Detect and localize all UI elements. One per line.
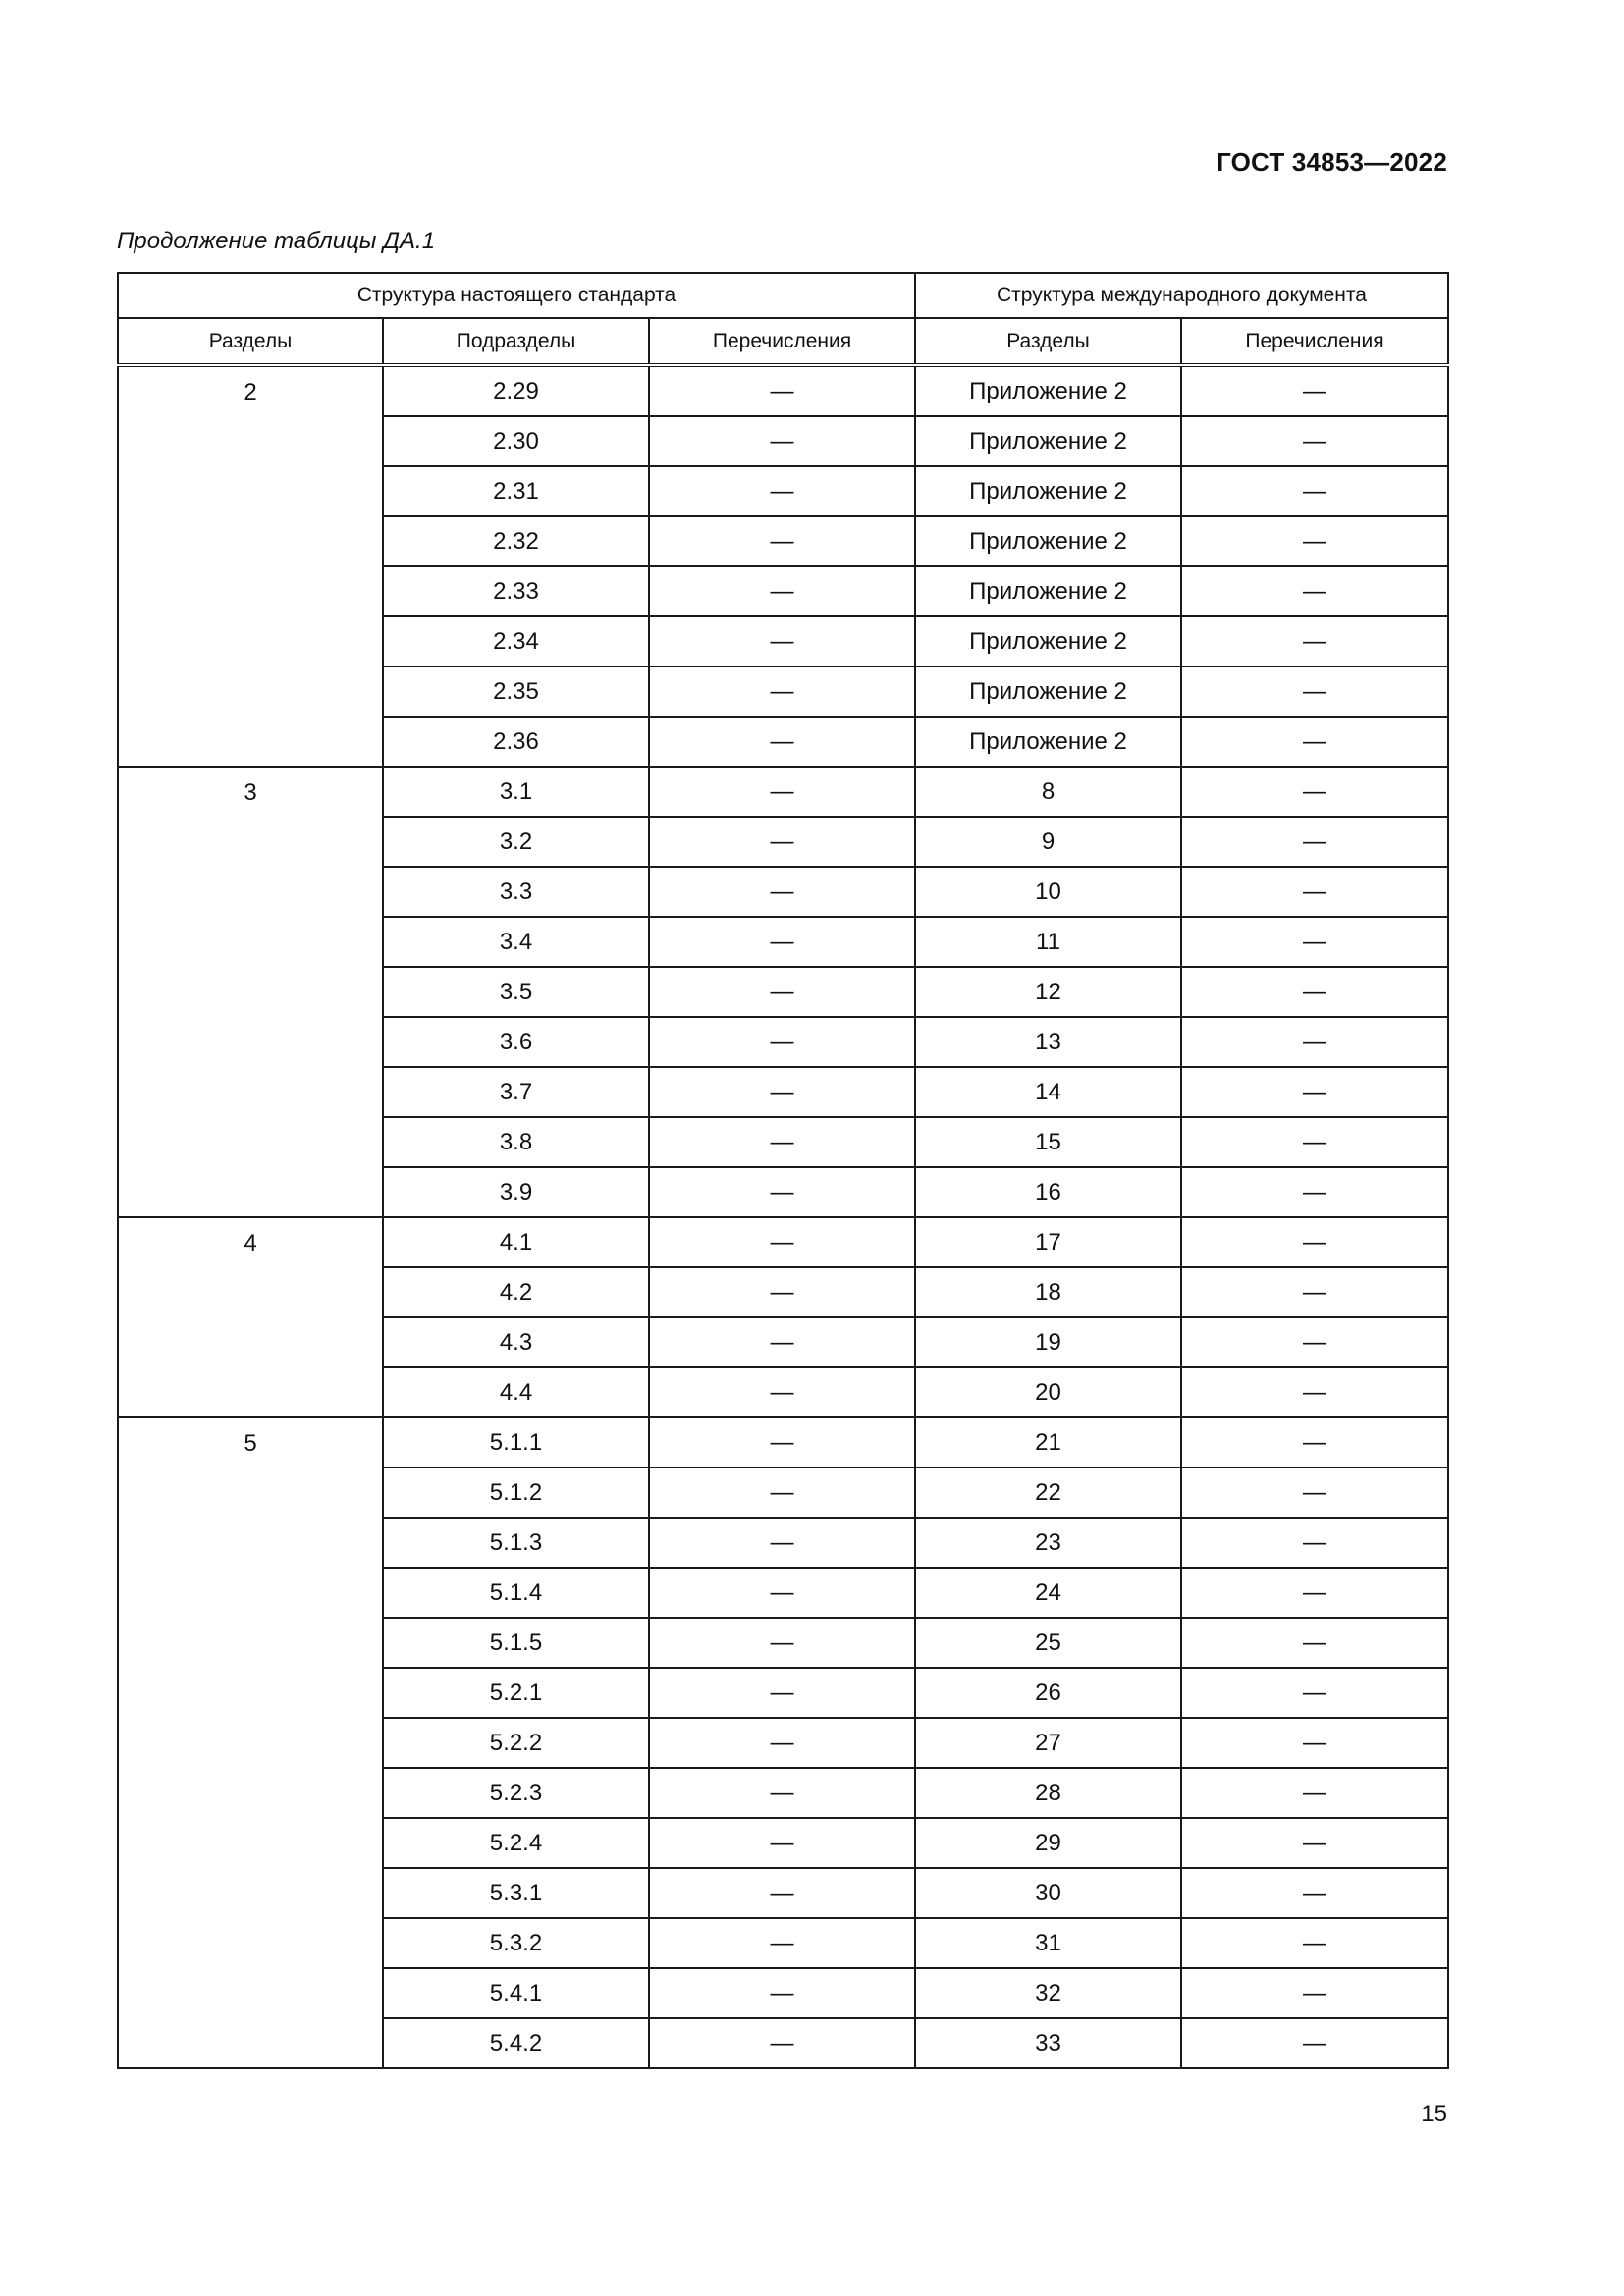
table-row xyxy=(118,1217,1448,1267)
table-row xyxy=(118,767,1448,817)
enumeration-cell: — xyxy=(649,1668,915,1718)
intl-enumeration-cell: — xyxy=(1181,1067,1448,1117)
document-code: ГОСТ 34853—2022 xyxy=(1217,147,1447,177)
intl-enumeration-cell: — xyxy=(1181,1968,1448,2018)
intl-enumeration-cell: — xyxy=(1181,1267,1448,1317)
intl-enumeration-cell: — xyxy=(1181,2018,1448,2068)
intl-enumeration-cell: — xyxy=(1181,767,1448,817)
enumeration-cell: — xyxy=(649,2018,915,2068)
intl-enumeration-cell: — xyxy=(1181,1718,1448,1768)
enumeration-cell: — xyxy=(649,1468,915,1518)
intl-enumeration-cell: — xyxy=(1181,1167,1448,1217)
enumeration-cell: — xyxy=(649,566,915,616)
intl-enumeration-cell: — xyxy=(1181,817,1448,867)
intl-section-cell: 28 xyxy=(915,1768,1181,1818)
intl-section-cell: Приложение 2 xyxy=(915,516,1181,566)
enumeration-cell: — xyxy=(649,717,915,767)
enumeration-cell: — xyxy=(649,365,915,416)
intl-section-cell: 33 xyxy=(915,2018,1181,2068)
intl-enumeration-cell: — xyxy=(1181,1468,1448,1518)
intl-enumeration-cell: — xyxy=(1181,1367,1448,1417)
intl-enumeration-cell: — xyxy=(1181,1317,1448,1367)
page-number: 15 xyxy=(1421,2101,1447,2127)
intl-enumeration-cell: — xyxy=(1181,967,1448,1017)
intl-section-cell: 15 xyxy=(915,1117,1181,1167)
enumeration-cell: — xyxy=(649,1117,915,1167)
subsection-cell: 2.31 xyxy=(383,466,649,516)
intl-enumeration-cell: — xyxy=(1181,1918,1448,1968)
subsection-cell: 3.4 xyxy=(383,917,649,967)
intl-section-cell: 22 xyxy=(915,1468,1181,1518)
subsection-cell: 4.2 xyxy=(383,1267,649,1317)
intl-enumeration-cell: — xyxy=(1181,516,1448,566)
enumeration-cell: — xyxy=(649,817,915,867)
subsection-cell: 3.3 xyxy=(383,867,649,917)
table-head xyxy=(118,273,1448,365)
intl-enumeration-cell: — xyxy=(1181,1417,1448,1468)
enumeration-cell: — xyxy=(649,1067,915,1117)
subsection-cell: 4.4 xyxy=(383,1367,649,1417)
intl-section-cell: 24 xyxy=(915,1568,1181,1618)
intl-section-cell: Приложение 2 xyxy=(915,466,1181,516)
intl-section-cell: 19 xyxy=(915,1317,1181,1367)
intl-enumeration-cell: — xyxy=(1181,365,1448,416)
intl-enumeration-cell: — xyxy=(1181,1868,1448,1918)
intl-section-cell: 9 xyxy=(915,817,1181,867)
subsection-cell: 3.2 xyxy=(383,817,649,867)
intl-section-cell: Приложение 2 xyxy=(915,667,1181,717)
enumeration-cell: — xyxy=(649,1918,915,1968)
column-header-subsections: Подразделы xyxy=(383,318,649,365)
intl-section-cell: Приложение 2 xyxy=(915,416,1181,466)
intl-section-cell: 30 xyxy=(915,1868,1181,1918)
intl-section-cell: 11 xyxy=(915,917,1181,967)
enumeration-cell: — xyxy=(649,667,915,717)
enumeration-cell: — xyxy=(649,1568,915,1618)
column-header-intl-sections: Разделы xyxy=(915,318,1181,365)
intl-section-cell: 25 xyxy=(915,1618,1181,1668)
group-header-international: Структура международного документа xyxy=(915,273,1448,318)
subsection-cell: 5.1.5 xyxy=(383,1618,649,1668)
subsection-cell: 5.3.2 xyxy=(383,1918,649,1968)
intl-enumeration-cell: — xyxy=(1181,917,1448,967)
subsection-cell: 3.9 xyxy=(383,1167,649,1217)
structure-mapping-table xyxy=(117,272,1449,2069)
intl-section-cell: 18 xyxy=(915,1267,1181,1317)
intl-section-cell: Приложение 2 xyxy=(915,717,1181,767)
intl-enumeration-cell: — xyxy=(1181,566,1448,616)
intl-section-cell: 13 xyxy=(915,1017,1181,1067)
subsection-cell: 5.1.2 xyxy=(383,1468,649,1518)
intl-enumeration-cell: — xyxy=(1181,1518,1448,1568)
enumeration-cell: — xyxy=(649,1868,915,1918)
enumeration-cell: — xyxy=(649,1518,915,1568)
intl-section-cell: 27 xyxy=(915,1718,1181,1768)
intl-section-cell: Приложение 2 xyxy=(915,566,1181,616)
subsection-cell: 2.36 xyxy=(383,717,649,767)
subsection-cell: 5.4.1 xyxy=(383,1968,649,2018)
table-row xyxy=(118,365,1448,416)
subsection-cell: 2.33 xyxy=(383,566,649,616)
subsection-cell: 5.2.2 xyxy=(383,1718,649,1768)
intl-section-cell: 20 xyxy=(915,1367,1181,1417)
intl-enumeration-cell: — xyxy=(1181,1017,1448,1067)
subsection-cell: 3.1 xyxy=(383,767,649,817)
intl-enumeration-cell: — xyxy=(1181,667,1448,717)
intl-enumeration-cell: — xyxy=(1181,1117,1448,1167)
enumeration-cell: — xyxy=(649,1217,915,1267)
intl-enumeration-cell: — xyxy=(1181,1618,1448,1668)
subsection-cell: 3.6 xyxy=(383,1017,649,1067)
enumeration-cell: — xyxy=(649,767,915,817)
subsection-cell: 2.34 xyxy=(383,616,649,667)
table-caption: Продолжение таблицы ДА.1 xyxy=(117,228,436,254)
intl-enumeration-cell: — xyxy=(1181,416,1448,466)
subsection-cell: 5.2.1 xyxy=(383,1668,649,1718)
enumeration-cell: — xyxy=(649,1618,915,1668)
subsection-cell: 4.3 xyxy=(383,1317,649,1367)
intl-section-cell: 16 xyxy=(915,1167,1181,1217)
intl-section-cell: 23 xyxy=(915,1518,1181,1568)
enumeration-cell: — xyxy=(649,1017,915,1067)
column-header-enumerations: Перечисления xyxy=(649,318,915,365)
intl-enumeration-cell: — xyxy=(1181,1568,1448,1618)
intl-section-cell: 32 xyxy=(915,1968,1181,2018)
intl-enumeration-cell: — xyxy=(1181,1818,1448,1868)
subsection-cell: 5.3.1 xyxy=(383,1868,649,1918)
intl-section-cell: 10 xyxy=(915,867,1181,917)
enumeration-cell: — xyxy=(649,967,915,1017)
column-header-intl-enumerations: Перечисления xyxy=(1181,318,1448,365)
intl-section-cell: Приложение 2 xyxy=(915,365,1181,416)
section-cell: 3 xyxy=(118,767,383,1217)
enumeration-cell: — xyxy=(649,516,915,566)
subsection-cell: 5.4.2 xyxy=(383,2018,649,2068)
subsection-cell: 2.29 xyxy=(383,365,649,416)
intl-section-cell: 21 xyxy=(915,1417,1181,1468)
enumeration-cell: — xyxy=(649,416,915,466)
intl-section-cell: 12 xyxy=(915,967,1181,1017)
table-row xyxy=(118,1417,1448,1468)
section-cell: 5 xyxy=(118,1417,383,2068)
intl-section-cell: Приложение 2 xyxy=(915,616,1181,667)
subsection-cell: 5.2.4 xyxy=(383,1818,649,1868)
intl-section-cell: 14 xyxy=(915,1067,1181,1117)
subsection-cell: 5.2.3 xyxy=(383,1768,649,1818)
column-header-row xyxy=(118,318,1448,365)
intl-enumeration-cell: — xyxy=(1181,1668,1448,1718)
enumeration-cell: — xyxy=(649,1417,915,1468)
intl-enumeration-cell: — xyxy=(1181,1768,1448,1818)
intl-enumeration-cell: — xyxy=(1181,466,1448,516)
subsection-cell: 3.7 xyxy=(383,1067,649,1117)
enumeration-cell: — xyxy=(649,1768,915,1818)
enumeration-cell: — xyxy=(649,1317,915,1367)
intl-enumeration-cell: — xyxy=(1181,1217,1448,1267)
enumeration-cell: — xyxy=(649,1367,915,1417)
subsection-cell: 3.8 xyxy=(383,1117,649,1167)
intl-enumeration-cell: — xyxy=(1181,717,1448,767)
subsection-cell: 5.1.3 xyxy=(383,1518,649,1568)
intl-enumeration-cell: — xyxy=(1181,616,1448,667)
intl-enumeration-cell: — xyxy=(1181,867,1448,917)
intl-section-cell: 26 xyxy=(915,1668,1181,1718)
subsection-cell: 5.1.1 xyxy=(383,1417,649,1468)
column-header-sections: Разделы xyxy=(118,318,383,365)
intl-section-cell: 17 xyxy=(915,1217,1181,1267)
section-cell: 2 xyxy=(118,365,383,767)
enumeration-cell: — xyxy=(649,1267,915,1317)
subsection-cell: 2.30 xyxy=(383,416,649,466)
intl-section-cell: 8 xyxy=(915,767,1181,817)
enumeration-cell: — xyxy=(649,1718,915,1768)
table-body xyxy=(118,365,1448,2068)
enumeration-cell: — xyxy=(649,1968,915,2018)
enumeration-cell: — xyxy=(649,1167,915,1217)
group-header-standard: Структура настоящего стандарта xyxy=(118,273,915,318)
enumeration-cell: — xyxy=(649,1818,915,1868)
group-header-row xyxy=(118,273,1448,318)
enumeration-cell: — xyxy=(649,616,915,667)
subsection-cell: 4.1 xyxy=(383,1217,649,1267)
subsection-cell: 5.1.4 xyxy=(383,1568,649,1618)
subsection-cell: 2.32 xyxy=(383,516,649,566)
enumeration-cell: — xyxy=(649,867,915,917)
enumeration-cell: — xyxy=(649,917,915,967)
section-cell: 4 xyxy=(118,1217,383,1417)
subsection-cell: 3.5 xyxy=(383,967,649,1017)
intl-section-cell: 31 xyxy=(915,1918,1181,1968)
intl-section-cell: 29 xyxy=(915,1818,1181,1868)
enumeration-cell: — xyxy=(649,466,915,516)
subsection-cell: 2.35 xyxy=(383,667,649,717)
